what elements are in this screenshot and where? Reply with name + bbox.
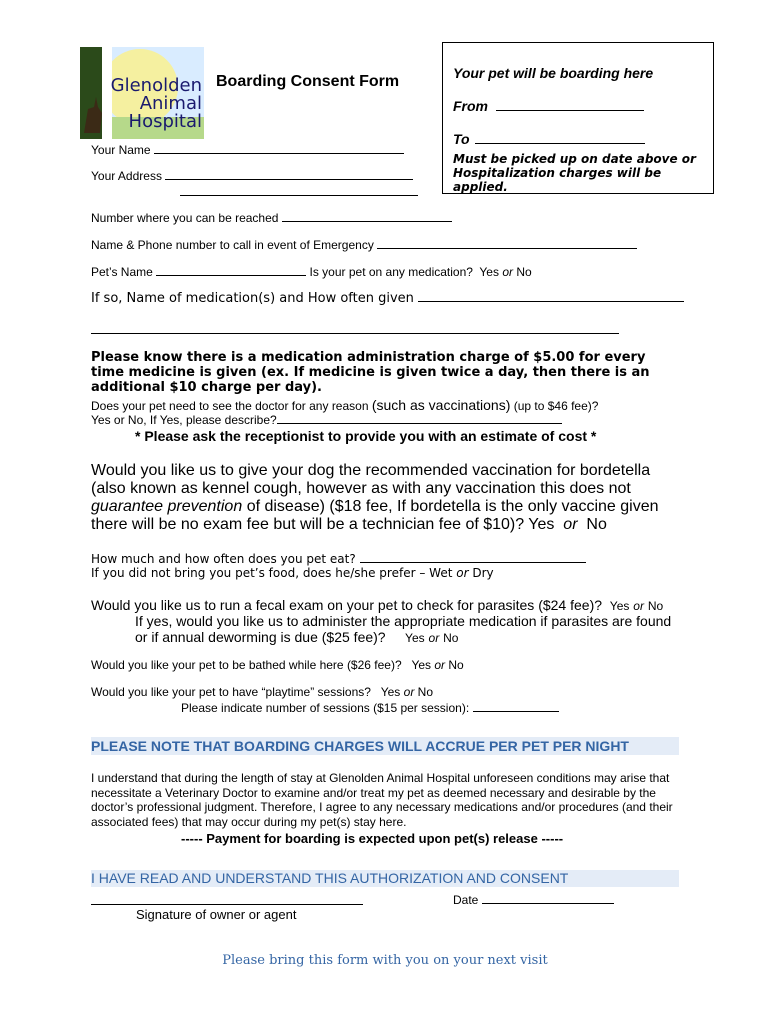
authorization-heading: I HAVE READ AND UNDERSTAND THIS AUTHORIZATION AND CONSENT	[91, 870, 679, 887]
sessions-label: Please indicate number of sessions ($15 per session):	[181, 701, 470, 715]
phone-label: Number where you can be reached	[91, 211, 279, 225]
bordetella-text-2: of disease) ($18 fee, If bordetella is the only vaccine given there will be no exam fee but will be a technician fee of $10)? Yes	[91, 498, 659, 533]
bordetella-no[interactable]: No	[586, 516, 607, 533]
bordetella-or: or	[563, 516, 578, 533]
bath-no[interactable]: No	[448, 658, 464, 672]
pet-name-field[interactable]	[156, 264, 306, 276]
playtime-yes[interactable]: Yes	[380, 685, 401, 699]
bordetella-question	[91, 462, 681, 534]
deworm-question: If yes, would you like us to administer the appropriate medication if parasites are found	[135, 613, 672, 629]
food-amount-label: How much and how often does you pet eat?	[91, 552, 356, 566]
hospital-logo	[80, 47, 204, 139]
date-label: Date	[453, 893, 479, 907]
medication-detail-field[interactable]	[418, 290, 684, 302]
doctor-describe-label: Yes or No, If Yes, please describe?	[91, 413, 277, 427]
playtime-no[interactable]: No	[417, 685, 433, 699]
bath-yes[interactable]: Yes	[411, 658, 432, 672]
medication-yes[interactable]: Yes	[479, 265, 499, 279]
sessions-field[interactable]	[473, 700, 559, 712]
deworm-yes[interactable]: Yes	[405, 631, 425, 645]
logo-line-2: Animal	[139, 93, 202, 114]
pet-name-label: Pet’s Name	[91, 265, 153, 279]
signature-field[interactable]	[91, 904, 363, 905]
deworm-or: or	[428, 631, 440, 645]
doctor-question-vaccinations: (such as vaccinations)	[371, 397, 511, 413]
fecal-question: Would you like us to run a fecal exam on your pet to check for parasites ($24 fee)?	[91, 597, 603, 613]
deworm-no[interactable]: No	[443, 631, 459, 645]
food-amount-field[interactable]	[360, 551, 586, 563]
medication-detail-line-2[interactable]	[91, 333, 619, 334]
address-line-2[interactable]	[180, 195, 418, 196]
emergency-label: Name & Phone number to call in event of Emergency	[91, 238, 374, 252]
your-name-field[interactable]	[154, 142, 404, 154]
emergency-field[interactable]	[377, 237, 637, 249]
boarding-dates-box	[442, 42, 714, 194]
pickup-note: Must be picked up on date above or Hospitalization charges will be applied.	[453, 152, 696, 194]
from-date-field[interactable]	[496, 99, 644, 111]
food-preference-label: If you did not bring you pet’s food, does he/she prefer – Wet	[91, 566, 453, 580]
your-address-label: Your Address	[91, 169, 162, 183]
understanding-paragraph: I understand that during the length of stay at Glenolden Animal Hospital unforeseen conditions may arise that necessitate a Veterinary Doctor to examine and/or treat my pet as deemed necessary and desirable by the doctor’s professional judgment. Therefore, I agree to any necessary medications and/or procedures (and their associated fees) that may occur during my pet(s) stay here.	[91, 771, 673, 829]
your-address-field[interactable]	[165, 168, 413, 180]
doctor-describe-field[interactable]	[277, 412, 562, 424]
food-or: or	[456, 566, 469, 580]
bordetella-text-1: Would you like us to give your dog the recommended vaccination for bordetella (also known as kennel cough, however as with any vaccination this does not	[91, 462, 651, 497]
from-label: From	[453, 98, 488, 114]
doctor-question-fee: (up to $46 fee)?	[513, 399, 599, 413]
playtime-or: or	[403, 685, 415, 699]
medication-question: Is your pet on any medication?	[309, 265, 473, 279]
footer-note: Please bring this form with you on your next visit	[222, 953, 548, 968]
bath-or: or	[434, 658, 446, 672]
medication-or: or	[502, 265, 513, 279]
logo-text	[100, 77, 202, 131]
fecal-no[interactable]: No	[647, 599, 664, 613]
medication-detail-label: If so, Name of medication(s) and How often given	[91, 291, 414, 306]
fecal-yes[interactable]: Yes	[609, 599, 630, 613]
fecal-or: or	[633, 599, 644, 613]
boarding-charges-note: PLEASE NOTE THAT BOARDING CHARGES WILL ACCRUE PER PET PER NIGHT	[91, 737, 679, 755]
to-date-field[interactable]	[475, 132, 645, 144]
logo-line-3: Hospital	[128, 111, 202, 132]
medication-no[interactable]: No	[516, 265, 532, 279]
date-field[interactable]	[482, 892, 614, 904]
logo-line-1: Glenolden	[110, 75, 202, 96]
form-title: Boarding Consent Form	[216, 73, 400, 90]
medication-charge-notice: Please know there is a medication administration charge of $5.00 for every time medicine is given (ex. If medicine is given twice a day, then there is an additional $10 charge per day).	[91, 350, 650, 395]
estimate-note: * Please ask the receptionist to provide you with an estimate of cost *	[135, 428, 597, 444]
food-dry[interactable]: Dry	[472, 566, 494, 580]
bordetella-guarantee: guarantee prevention	[91, 498, 243, 515]
bath-question: Would you like your pet to be bathed while here ($26 fee)?	[91, 658, 402, 672]
deworm-question-2: or if annual deworming is due ($25 fee)?	[135, 629, 386, 645]
signature-label: Signature of owner or agent	[136, 907, 297, 922]
payment-note: ----- Payment for boarding is expected upon pet(s) release -----	[181, 831, 564, 846]
to-label: To	[453, 131, 470, 147]
playtime-question: Would you like your pet to have “playtime” sessions?	[91, 685, 371, 699]
doctor-question: Does your pet need to see the doctor for any reason	[91, 399, 369, 413]
phone-field[interactable]	[282, 210, 452, 222]
boarding-line: Your pet will be boarding here	[453, 65, 654, 81]
your-name-label: Your Name	[91, 143, 151, 157]
